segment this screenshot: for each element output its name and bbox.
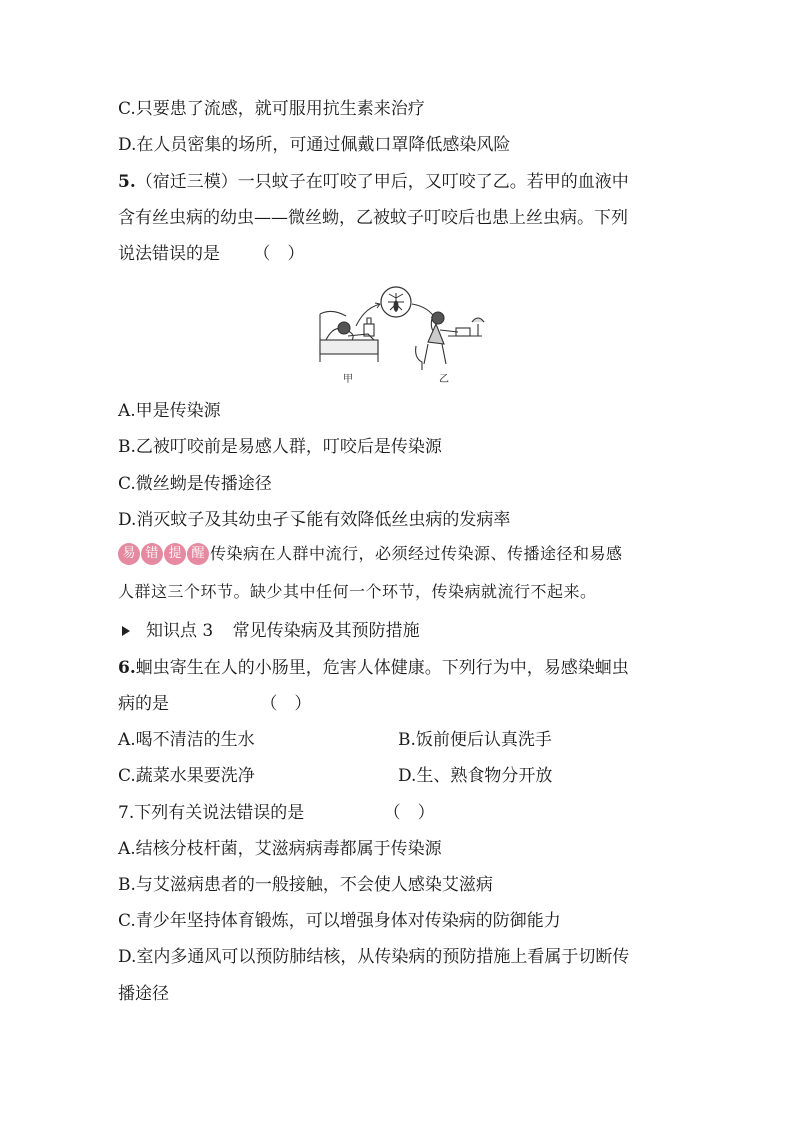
q4-option-c: C.只要患了流感，就可服用抗生素来治疗 xyxy=(118,99,425,119)
q5-number: 5. xyxy=(118,172,136,192)
q7-option-a: A.结核分枝杆菌，艾滋病病毒都属于传染源 xyxy=(118,839,442,859)
q5-option-c: C.微丝蚴是传播途径 xyxy=(118,474,272,494)
q5-stem-text3: 说法错误的是 xyxy=(118,244,220,264)
tip-badge-2: 错 xyxy=(141,543,163,565)
q7-stem-text: 下列有关说法错误的是 xyxy=(134,803,305,823)
mosquito-transmission-figure xyxy=(312,284,488,390)
tip-badges xyxy=(118,543,209,565)
figure-label-yi: 乙 xyxy=(439,374,449,385)
q5-option-b: B.乙被叮咬前是易感人群，叮咬后是传染源 xyxy=(118,437,442,457)
q6-option-a: A.喝不清洁的生水 xyxy=(118,730,255,750)
q7-option-d-line1: D.室内多通风可以预防肺结核，从传染病的预防措施上看属于切断传 xyxy=(118,947,630,967)
q5-source: （宿迁三模） xyxy=(135,172,238,192)
q5-stem-line1 xyxy=(118,171,629,193)
q6-stem-text: 蛔虫寄生在人的小肠里，危害人体健康。下列行为中，易感染蛔虫 xyxy=(135,658,629,678)
q5-stem-line3 xyxy=(118,243,304,265)
mosquito-icon xyxy=(388,293,404,312)
tip-badge-1: 易 xyxy=(118,543,140,565)
q6-stem-line1 xyxy=(118,657,629,679)
q5-stem-line2: 含有丝虫病的幼虫——微丝蚴，乙被蚊子叮咬后也患上丝虫病。下列 xyxy=(118,208,628,228)
person-yi-at-desk xyxy=(416,312,484,370)
q7-option-d-line2: 播途径 xyxy=(118,984,169,1004)
arrow-to-mosquito xyxy=(356,304,380,326)
section-arrow-icon xyxy=(122,626,130,636)
q6-answer-paren: （ ） xyxy=(260,694,312,714)
tip-line1: 传染病在人群中流行，必须经过传染源、传播途径和易感 xyxy=(210,544,623,563)
q6-stem-text2: 病的是 xyxy=(118,694,169,714)
q7-stem xyxy=(118,802,435,824)
q6-option-d: D.生、熟食物分开放 xyxy=(398,766,553,786)
tip-badge-3: 提 xyxy=(164,543,186,565)
q7-answer-paren: （ ） xyxy=(383,803,435,823)
q7-number: 7. xyxy=(118,803,135,823)
figure-label-jia: 甲 xyxy=(343,374,353,385)
q5-option-d: D.消灭蚊子及其幼虫孑孓能有效降低丝虫病的发病率 xyxy=(118,510,511,530)
section-label: 知识点 3 xyxy=(146,621,214,641)
section-heading xyxy=(146,620,420,642)
tip-line2: 人群这三个环节。缺少其中任何一个环节，传染病就流行不起来。 xyxy=(118,582,597,601)
person-jia-in-bed xyxy=(320,311,378,362)
q7-option-b: B.与艾滋病患者的一般接触，不会使人感染艾滋病 xyxy=(118,875,493,895)
q5-stem-text: 一只蚊子在叮咬了甲后，又叮咬了乙。若甲的血液中 xyxy=(237,172,629,192)
q7-option-c: C.青少年坚持体育锻炼，可以增强身体对传染病的防御能力 xyxy=(118,911,561,931)
section-title: 常见传染病及其预防措施 xyxy=(232,621,420,641)
q5-option-a: A.甲是传染源 xyxy=(118,401,221,421)
q5-answer-paren: （ ） xyxy=(253,244,305,264)
q6-option-c: C.蔬菜水果要洗净 xyxy=(118,766,255,786)
q6-option-b: B.饭前便后认真洗手 xyxy=(398,730,552,750)
q4-option-d: D.在人员密集的场所，可通过佩戴口罩降低感染风险 xyxy=(118,135,511,155)
tip-badge-4: 醒 xyxy=(187,543,209,565)
q6-number: 6. xyxy=(118,658,136,678)
q6-stem-line2 xyxy=(118,693,311,715)
